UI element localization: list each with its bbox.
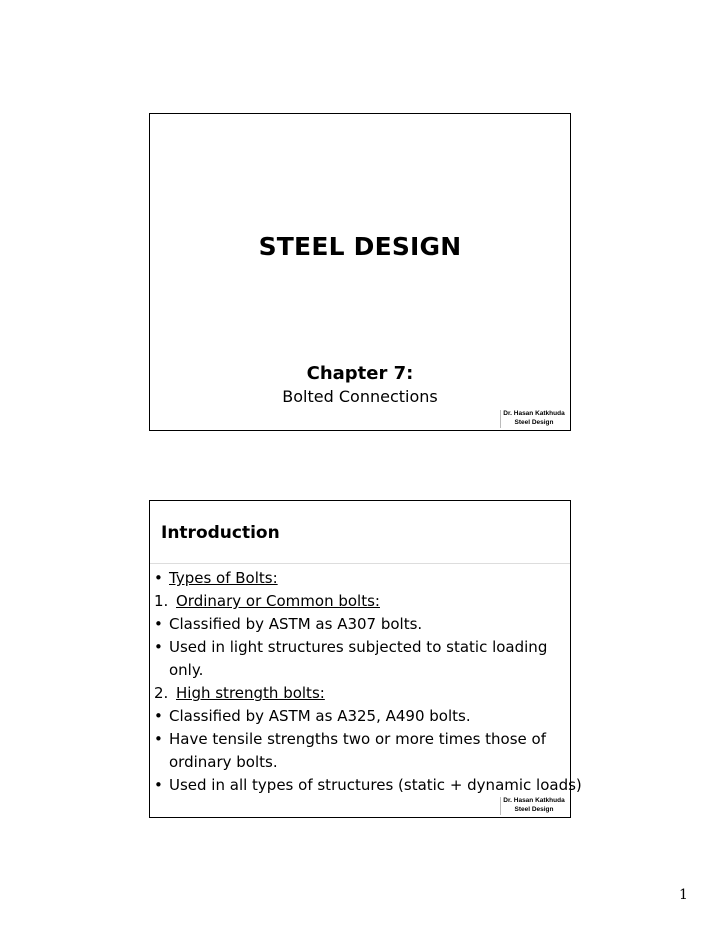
bullet-icon: • [154, 730, 163, 748]
footer-course: Steel Design [514, 419, 554, 426]
list-item [150, 728, 570, 751]
bullet-list [150, 567, 582, 797]
footer-divider [500, 410, 501, 428]
list-item-text: High strength bolts: [176, 684, 325, 702]
list-item [150, 774, 582, 797]
list-item [150, 636, 570, 659]
footer-author: Dr. Hasan Katkhuda [503, 410, 565, 417]
list-item-text: ordinary bolts. [169, 753, 278, 771]
list-item [150, 705, 570, 728]
list-item-text: Types of Bolts: [169, 569, 278, 587]
title-slide [149, 113, 571, 431]
footer-author: Dr. Hasan Katkhuda [503, 797, 565, 804]
list-item-text: Have tensile strengths two or more times those of [169, 730, 547, 748]
list-number: 2. [154, 684, 169, 702]
list-item [150, 590, 570, 613]
slide-title: STEEL DESIGN [258, 232, 462, 261]
bullet-icon: • [154, 569, 163, 587]
bullet-icon: • [154, 638, 163, 656]
list-item [150, 659, 570, 682]
list-item [150, 751, 570, 774]
bullet-icon: • [154, 776, 163, 794]
list-item [150, 613, 570, 636]
chapter-subtitle: Bolted Connections [282, 387, 438, 406]
slide-footer [500, 796, 568, 814]
list-item-text: Classified by ASTM as A307 bolts. [169, 615, 423, 633]
list-item [150, 567, 570, 590]
page-number: 1 [679, 887, 688, 903]
footer-course: Steel Design [514, 806, 554, 813]
list-item-text: only. [169, 661, 204, 679]
list-item-text: Ordinary or Common bolts: [176, 592, 380, 610]
list-item-text: Classified by ASTM as A325, A490 bolts. [169, 707, 471, 725]
list-number: 1. [154, 592, 169, 610]
chapter-heading: Chapter 7: [306, 363, 414, 384]
list-item [150, 682, 570, 705]
bullet-icon: • [154, 615, 163, 633]
slide-header [150, 501, 570, 564]
slide-footer [500, 409, 568, 427]
bullet-icon: • [154, 707, 163, 725]
list-item-text: Used in all types of structures (static + dynamic loads) [169, 776, 582, 794]
slide-heading: Introduction [161, 523, 280, 543]
footer-divider [500, 797, 501, 815]
introduction-slide [149, 500, 582, 818]
list-item-text: Used in light structures subjected to static loading [169, 638, 548, 656]
